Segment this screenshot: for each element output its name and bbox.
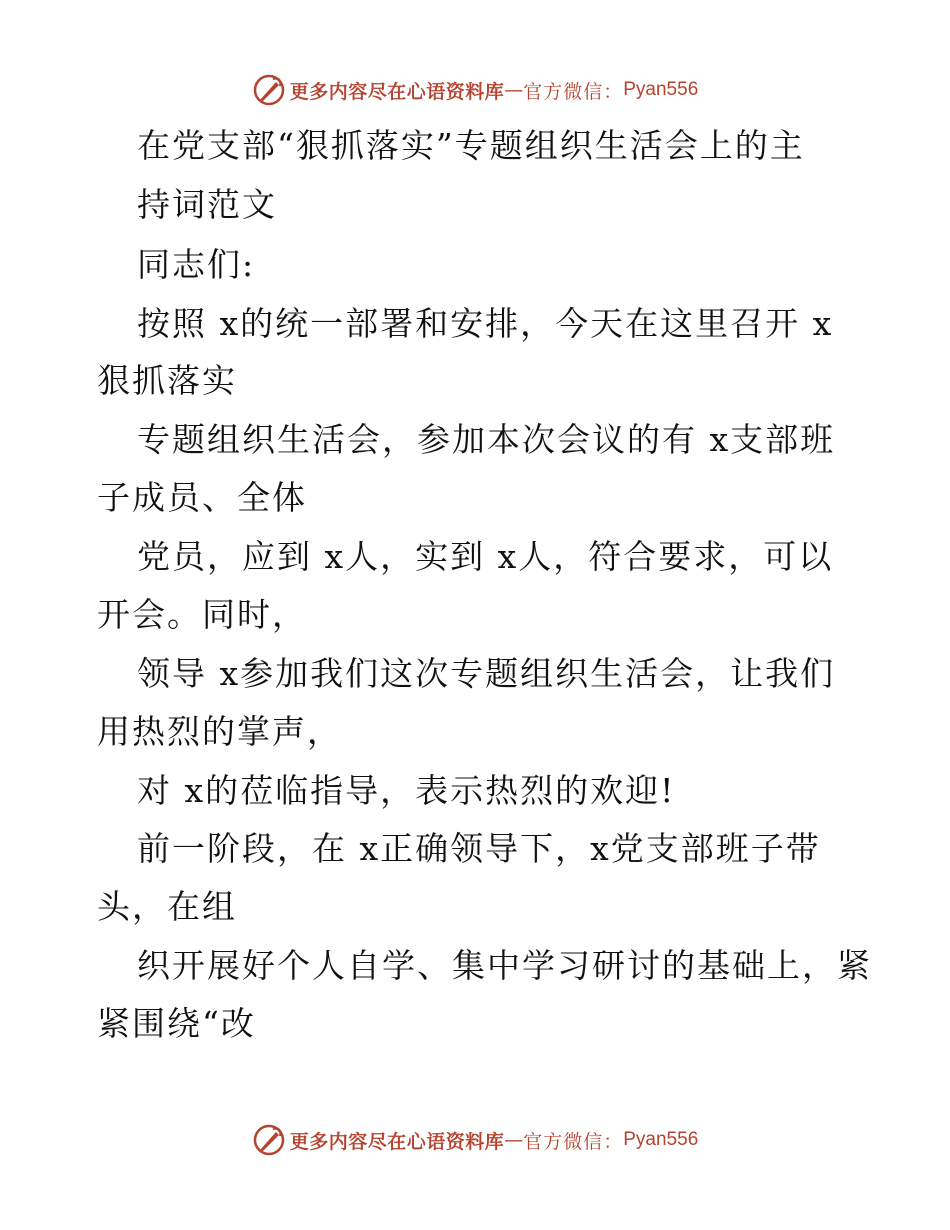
banner-brand-text: 更多内容尽在心语资料库: [289, 1130, 505, 1153]
header-banner: [0, 70, 950, 110]
banner-separator: —: [504, 1129, 524, 1151]
paragraph-line: 头，在组: [97, 887, 237, 926]
paragraph-line: 子成员、全体: [97, 478, 307, 517]
quill-pen-icon: [252, 73, 286, 107]
paragraph-line: 紧围绕“改: [97, 1004, 256, 1043]
paragraph-line: 开会。同时，: [97, 595, 307, 634]
paragraph-line: 织开展好个人自学、集中学习研讨的基础上，紧: [137, 946, 872, 985]
title-line-1: 在党支部“狠抓落实”专题组织生活会上的主: [137, 126, 805, 165]
footer-banner: [0, 1120, 950, 1160]
banner-official-label: 官方微信：: [523, 1130, 624, 1153]
banner-separator: —: [504, 79, 524, 101]
paragraph-line: 党员，应到 x人，实到 x人，符合要求，可以: [137, 537, 834, 576]
quill-pen-icon: [252, 1123, 286, 1157]
paragraph-line: 专题组织生活会，参加本次会议的有 x支部班: [137, 420, 836, 459]
paragraph-line: 领导 x参加我们这次专题组织生活会，让我们: [137, 654, 836, 693]
title-line-2: 持词范文: [137, 185, 277, 224]
banner-official-label: 官方微信：: [523, 80, 624, 103]
paragraph-line: 对 x的莅临指导，表示热烈的欢迎!: [137, 771, 676, 810]
banner-wechat-id: Pyan556: [623, 1129, 699, 1150]
paragraph-line: 前一阶段，在 x正确领导下，x党支部班子带: [137, 829, 821, 868]
paragraph-line: 用热烈的掌声，: [97, 712, 342, 751]
banner-brand-text: 更多内容尽在心语资料库: [289, 80, 505, 103]
paragraph-line: 狠抓落实: [97, 361, 237, 400]
banner-wechat-id: Pyan556: [623, 79, 699, 100]
salutation: 同志们:: [137, 245, 256, 284]
paragraph-line: 按照 x的统一部署和安排，今天在这里召开 x: [137, 304, 834, 343]
